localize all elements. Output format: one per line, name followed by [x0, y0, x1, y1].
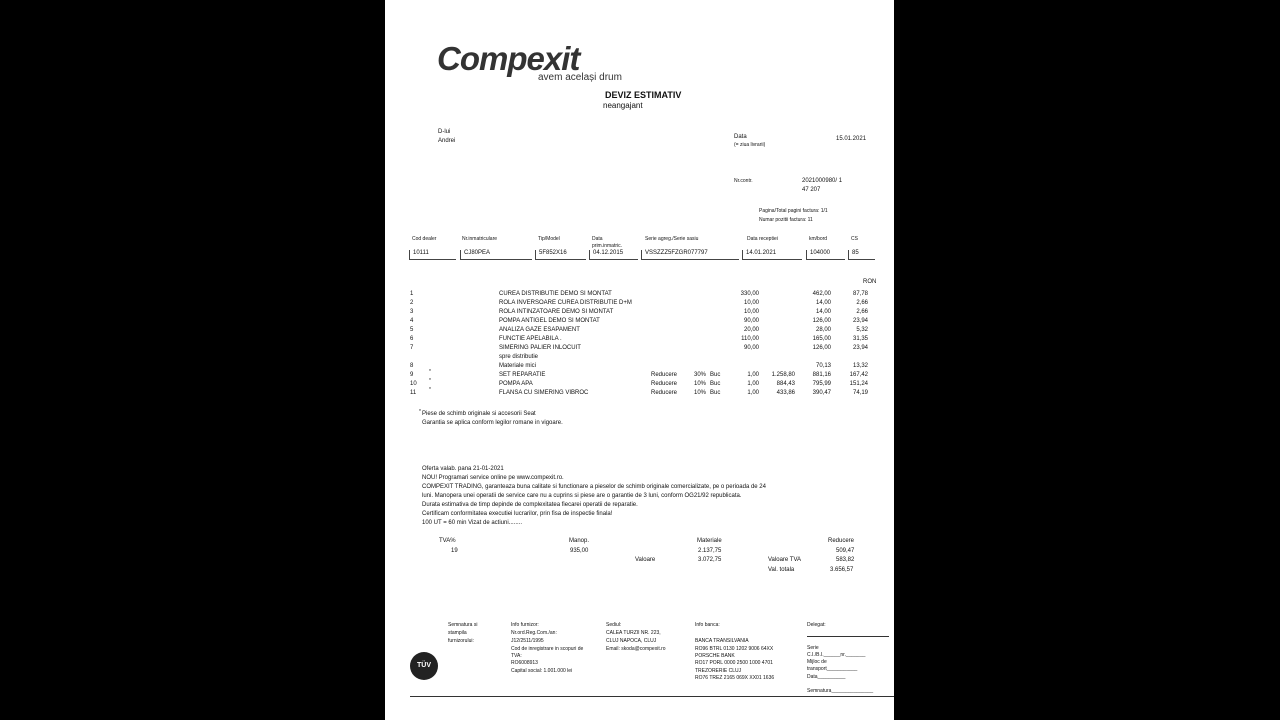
delegate-line — [807, 636, 889, 637]
item-mark: * — [429, 387, 431, 393]
item-nr: 7 — [410, 345, 414, 351]
vehicle-header-date: Data — [592, 236, 603, 242]
vehicle-dealer: 10111 — [413, 250, 429, 256]
item-tax: 31,35 — [852, 336, 868, 342]
valoare-tva-value: 583,82 — [836, 557, 855, 563]
item-desc: FLANSA CU SIMERING VIBROC — [499, 390, 589, 396]
contract-label: Nr.contr. — [734, 178, 753, 184]
footer-supplier: Info furnizor: — [511, 622, 539, 628]
client-salutation: D-lui — [438, 129, 451, 135]
item-tax: 2,66 — [856, 300, 868, 306]
footer-seat: CALEA TURZII NR. 223, — [606, 630, 661, 636]
item-row — [385, 363, 894, 372]
delegate-title: Delegat: — [807, 622, 826, 628]
vehicle-box-cs — [848, 250, 875, 260]
date-value: 15.01.2021 — [836, 136, 867, 142]
item-row — [385, 369, 894, 381]
item-desc: POMPA APA — [499, 381, 533, 387]
item-value: 881,16 — [812, 372, 831, 378]
date-note: (= ziua livrarii) — [734, 142, 766, 148]
vehicle-box-model — [535, 250, 586, 260]
item-nr: 5 — [410, 327, 414, 333]
item-pct: 10% — [694, 390, 707, 396]
item-price: 110,00 — [741, 336, 759, 342]
offer-line: NOU! Programari service online pe www.compexit.ro. — [422, 475, 564, 481]
footer-seat: Email: skoda@compexit.ro — [606, 646, 666, 652]
item-pct: 10% — [694, 381, 707, 387]
vehicle-model: 5F852X16 — [539, 250, 567, 256]
vehicle-header-dealer: Cod dealer — [412, 236, 437, 242]
item-tax: 23,94 — [852, 318, 868, 324]
pages-info: Pagina/Total pagini factura: 1/1 — [759, 208, 828, 214]
item-qty: 1,00 — [747, 381, 759, 387]
item-row — [385, 291, 894, 300]
delegate-signature: Semnatura_______________ — [807, 688, 874, 694]
item-row — [385, 309, 894, 318]
vehicle-header-vin: Serie agreg./Serie sasiu — [645, 236, 699, 242]
footer-sign: furnizorului: — [448, 638, 474, 644]
item-tax: 87,78 — [852, 291, 868, 297]
vehicle-header-date-sub: prim.inmatric. — [592, 243, 623, 249]
item-nr: 1 — [410, 291, 414, 297]
valoare-totala-label: Val. totala — [768, 567, 795, 573]
item-value: 165,00 — [812, 336, 831, 342]
notes-line-2: Garantia se aplica conform legilor romane in vigoare. — [422, 420, 563, 426]
item-tax: 13,32 — [852, 363, 868, 369]
item-price: 884,43 — [776, 381, 795, 387]
item-price: 330,00 — [740, 291, 759, 297]
footer-supplier: Nr.ord.Reg.Com./an: — [511, 630, 557, 636]
offer-line: Certificam conformitatea executiei lucrarilor, prin fisa de inspectie finala! — [422, 511, 613, 517]
valoare-tva-label: Valoare TVA — [768, 557, 802, 563]
delegate-data: Data__________ — [807, 674, 846, 680]
footer-sign: Semnatura si — [448, 622, 478, 628]
valoare-value: 3.072,75 — [698, 557, 722, 563]
item-um: Buc — [710, 381, 721, 387]
item-nr: 3 — [410, 309, 414, 315]
item-price: 10,00 — [743, 309, 759, 315]
vehicle-box-dealer — [409, 250, 456, 260]
item-desc: SET REPARATIE — [499, 372, 546, 378]
item-nr: 4 — [410, 318, 414, 324]
item-value: 14,00 — [815, 309, 831, 315]
footer-sign: stampila — [448, 630, 467, 636]
manop-value: 935,00 — [570, 548, 589, 554]
footer-bank: RO17 PORL 0000 2500 1000 4701 — [695, 660, 773, 666]
item-row — [385, 345, 894, 354]
item-desc: POMPA ANTIGEL DEMO SI MONTAT — [499, 318, 600, 324]
valoare-totala-value: 3.656,57 — [830, 567, 854, 573]
vehicle-date: 04.12.2015 — [593, 250, 624, 256]
item-tax: 23,94 — [852, 345, 868, 351]
item-value: 14,00 — [815, 300, 831, 306]
materiale-value: 2.137,75 — [698, 548, 722, 554]
offer-line: 100 UT = 60 min Vizat de actiuni........ — [422, 520, 522, 526]
vehicle-box-reception — [742, 250, 802, 260]
date-label: Data — [734, 134, 747, 140]
item-price: 433,86 — [776, 390, 795, 396]
item-price: 90,00 — [743, 345, 759, 351]
tuv-logo: TÜV — [410, 652, 438, 680]
vehicle-header-model: Tip/Model — [538, 236, 560, 242]
offer-line: Durata estimativa de timp depinde de complexitatea fiecarei operatii de reparatie. — [422, 502, 638, 508]
contract-number-2: 47 207 — [802, 187, 821, 193]
item-mark: * — [429, 369, 431, 375]
vehicle-cs: 85 — [852, 250, 859, 256]
footer-bank: PORSCHE BANK — [695, 653, 735, 659]
offer-line: luni. Manopera unei operatii de service care nu a cuprins si piese are o garantie de 3 luni, conform OG21/92 republicata. — [422, 493, 742, 499]
footer-rule — [410, 696, 894, 697]
item-desc: ROLA INVERSOARE CUREA DISTRIBUTIE D+M — [499, 300, 632, 306]
item-mark: * — [429, 378, 431, 384]
item-tax: 2,66 — [856, 309, 868, 315]
footer-supplier: TVA: — [511, 653, 522, 659]
item-price: 20,00 — [743, 327, 759, 333]
item-red: Reducere — [651, 390, 678, 396]
reducere-value: 509,47 — [836, 548, 855, 554]
item-qty: 1,00 — [747, 372, 759, 378]
vehicle-km: 104000 — [810, 250, 831, 256]
reducere-label: Reducere — [828, 538, 855, 544]
item-red: Reducere — [651, 381, 678, 387]
item-tax: 151,24 — [849, 381, 868, 387]
item-value: 28,00 — [815, 327, 831, 333]
item-nr: 6 — [410, 336, 414, 342]
item-row — [385, 327, 894, 336]
footer-seat: Sediul: — [606, 622, 622, 628]
item-nr: 9 — [410, 372, 414, 378]
item-value: 795,99 — [812, 381, 831, 387]
item-desc: spre distributie — [499, 354, 539, 360]
item-pct: 30% — [694, 372, 707, 378]
item-desc: CUREA DISTRIBUTIE DEMO SI MONTAT — [499, 291, 612, 297]
vehicle-header-cs: CS — [851, 236, 858, 242]
tva-label: TVA% — [439, 538, 456, 544]
footer-bank: Info banca: — [695, 622, 720, 628]
logo-tagline: avem același drum — [538, 72, 622, 83]
item-red: Reducere — [651, 372, 678, 378]
vehicle-box-vin — [641, 250, 739, 260]
invoice-page — [385, 0, 894, 720]
footer-bank: RO96 BTRL 0130 1202 9006 64XX — [695, 646, 774, 652]
materiale-label: Materiale — [697, 538, 722, 544]
item-price: 10,00 — [743, 300, 759, 306]
item-price: 1.258,80 — [771, 372, 795, 378]
document-title: DEVIZ ESTIMATIV — [605, 90, 682, 100]
vehicle-header-reception: Data receptiei — [747, 236, 778, 242]
footer-supplier: J12/2511/1995 — [511, 638, 544, 644]
contract-number: 2021000980/ 1 — [802, 178, 843, 184]
vehicle-box-date — [589, 250, 638, 260]
currency-label: RON — [863, 279, 877, 285]
valoare-label: Valoare — [635, 557, 656, 563]
item-um: Buc — [710, 390, 721, 396]
item-row — [385, 354, 894, 363]
item-price: 90,00 — [743, 318, 759, 324]
notes-line-1: Piese de schimb originale si accesorii Seat — [422, 411, 536, 417]
vehicle-plate: CJ80PEA — [464, 250, 491, 256]
item-desc: ANALIZA GAZE ESAPAMENT — [499, 327, 580, 333]
delegate-serie: Serie — [807, 645, 819, 651]
item-desc: FUNCTIE APELABILA . — [499, 336, 562, 342]
item-tax: 167,42 — [849, 372, 868, 378]
item-nr: 11 — [410, 390, 417, 396]
item-desc: SIMERING PALIER INLOCUIT — [499, 345, 581, 351]
footer-supplier: Capital social: 1.001.000 lei — [511, 668, 573, 674]
items-table — [385, 291, 894, 401]
footer-bank: TREZORERIE CLUJ — [695, 668, 742, 674]
item-nr: 2 — [410, 300, 414, 306]
footer-supplier: Cod de inregistrare in scopuri de — [511, 646, 584, 652]
item-tax: 5,32 — [856, 327, 868, 333]
footer-seat: CLUJ NAPOCA, CLUJ — [606, 638, 657, 644]
item-row — [385, 378, 894, 390]
item-value: 462,00 — [812, 291, 831, 297]
vehicle-header-plate: Nr.inmatriculare — [462, 236, 498, 242]
footer-supplier: RO6008913 — [511, 660, 538, 666]
item-um: Buc — [710, 372, 721, 378]
offer-line: COMPEXIT TRADING, garanteaza buna calitate si functionare a pieselor de schimb originale comercializate, pe o perioada de 24 — [422, 484, 766, 490]
footer-bank: BANCA TRANSILVANIA — [695, 638, 749, 644]
document-subtitle: neangajant — [603, 101, 643, 110]
item-value: 126,00 — [812, 318, 831, 324]
compexit-logo: Compexit — [437, 40, 580, 77]
delegate-ci: C.I./B.I.______nr._______ — [807, 652, 866, 658]
delegate-mijloc: Mijloc de — [807, 659, 827, 665]
item-value: 390,47 — [812, 390, 831, 396]
positions-info: Numar pozitii factura: 11 — [759, 217, 813, 223]
offer-line: Oferta valab. pana 21-01-2021 — [422, 466, 504, 472]
tva-value: 19 — [451, 548, 458, 554]
item-tax: 74,19 — [852, 390, 868, 396]
vehicle-box-km — [806, 250, 845, 260]
item-value: 126,00 — [812, 345, 831, 351]
vehicle-vin: VSSZZZ5FZGR077797 — [645, 250, 708, 256]
client-name: Andrei — [438, 138, 456, 144]
delegate-transport: transport___________ — [807, 666, 858, 672]
item-row — [385, 387, 894, 399]
vehicle-reception: 14.01.2021 — [746, 250, 777, 256]
notes-mark: * — [419, 409, 421, 415]
vehicle-box-plate — [460, 250, 532, 260]
item-nr: 8 — [410, 363, 414, 369]
item-desc: ROLA INTINZATOARE DEMO SI MONTAT — [499, 309, 614, 315]
item-desc: Materiale mici — [499, 363, 537, 369]
item-qty: 1,00 — [747, 390, 759, 396]
item-value: 70,13 — [815, 363, 831, 369]
item-row — [385, 336, 894, 345]
footer-bank: RO76 TREZ 2165 069X XX01 1636 — [695, 675, 775, 681]
vehicle-header-km: km/bord — [809, 236, 828, 242]
item-row — [385, 318, 894, 327]
manop-label: Manop. — [569, 538, 590, 544]
item-nr: 10 — [410, 381, 417, 387]
item-row — [385, 300, 894, 309]
